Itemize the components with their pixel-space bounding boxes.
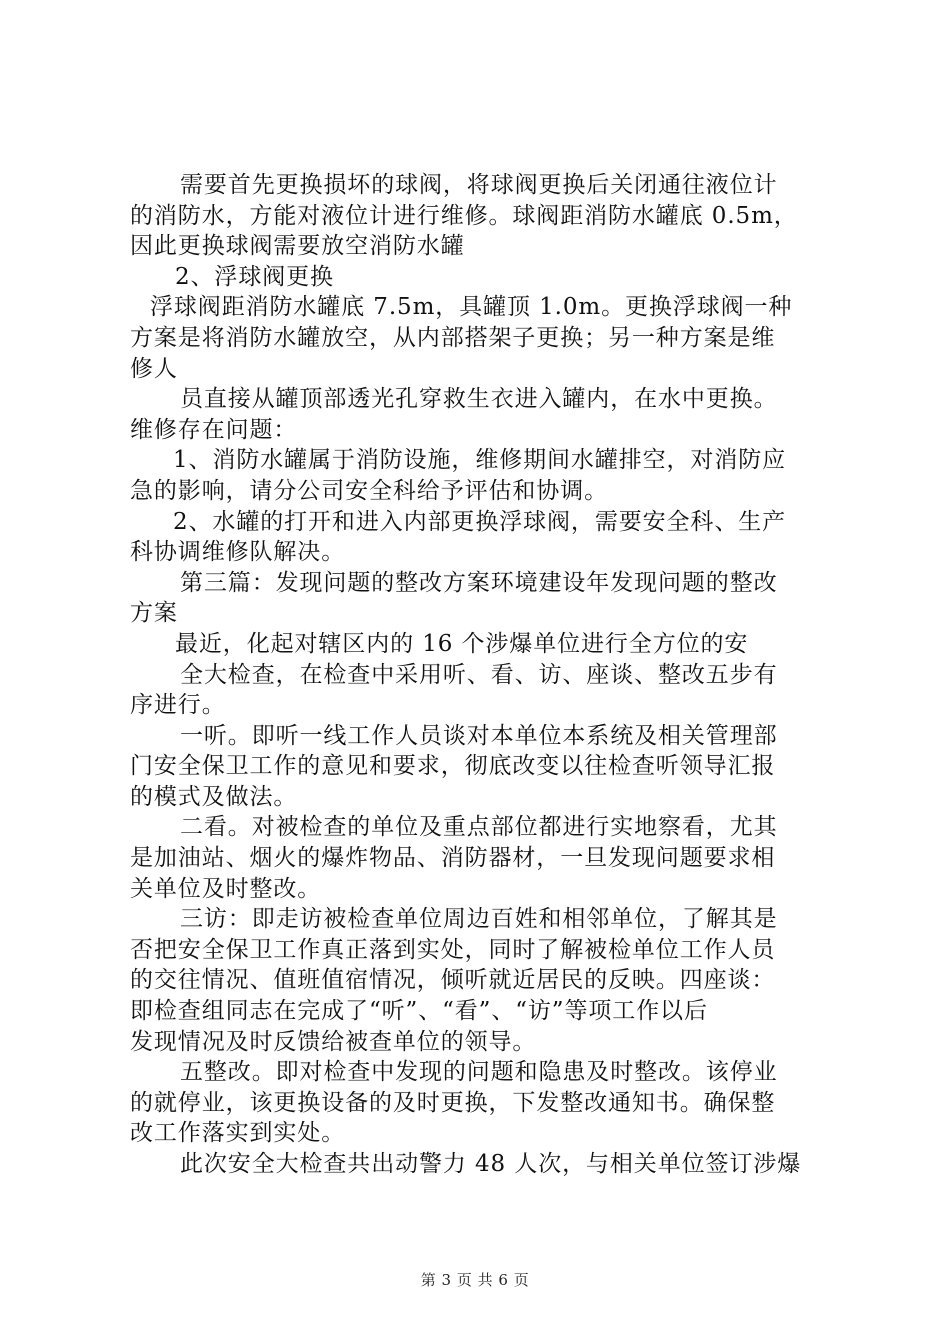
text-line: 第三篇：发现问题的整改方案环境建设年发现问题的整改 xyxy=(180,569,778,596)
text-line: 门安全保卫工作的意见和要求，彻底改变以往检查听领导汇报 xyxy=(130,753,776,780)
text-line: 的模式及做法。 xyxy=(130,783,298,810)
text-line: 的交往情况、值班值宿情况，倾听就近居民的反映。四座谈： xyxy=(130,967,776,994)
text-line: 关单位及时整改。 xyxy=(130,875,322,902)
text-line: 需要首先更换损坏的球阀，将球阀更换后关闭通往液位计 xyxy=(180,172,778,198)
text-line: 一听。即听一线工作人员谈对本单位本系统及相关管理部 xyxy=(180,722,778,749)
text-line: 发现情况及时反馈给被查单位的领导。 xyxy=(130,1028,537,1055)
text-line: 维修存在问题： xyxy=(130,416,298,443)
text-line: 因此更换球阀需要放空消防水罐 xyxy=(130,233,465,260)
text-line: 二看。对被检查的单位及重点部位都进行实地察看，尤其 xyxy=(180,814,778,841)
text-line: 1、消防水罐属于消防设施，维修期间水罐排空，对消防应 xyxy=(173,447,787,474)
text-line: 的消防水，方能对液位计进行维修。球阀距消防水罐底 0.5m， xyxy=(130,202,798,229)
text-line: 序进行。 xyxy=(130,692,226,719)
text-line: 浮球阀距消防水罐底 7.5m，具罐顶 1.0m。更换浮球阀一种 xyxy=(150,294,793,321)
text-line: 员直接从罐顶部透光孔穿救生衣进入罐内，在水中更换。 xyxy=(180,386,778,413)
text-line: 否把安全保卫工作真正落到实处，同时了解被检单位工作人员 xyxy=(130,936,776,963)
text-line: 2、浮球阀更换 xyxy=(175,263,334,290)
text-line: 即检查组同志在完成了“听”、“看”、“访”等项工作以后 xyxy=(130,998,708,1025)
text-line: 急的影响，请分公司安全科给予评估和协调。 xyxy=(130,477,608,504)
text-line: 五整改。即对检查中发现的问题和隐患及时整改。该停业 xyxy=(180,1059,778,1086)
page-footer: 第 3 页 共 6 页 xyxy=(420,1271,530,1289)
text-line: 的就停业，该更换设备的及时更换，下发整改通知书。确保整 xyxy=(130,1089,776,1116)
text-line: 方案 xyxy=(130,600,178,627)
text-line: 改工作落实到实处。 xyxy=(130,1120,346,1147)
text-line: 是加油站、烟火的爆炸物品、消防器材，一旦发现问题要求相 xyxy=(130,845,776,872)
text-line: 修人 xyxy=(130,355,178,382)
text-line: 2、水罐的打开和进入内部更换浮球阀，需要安全科、生产 xyxy=(173,508,787,535)
text-line: 科协调维修队解决。 xyxy=(130,539,346,566)
text-line: 三访：即走访被检查单位周边百姓和相邻单位，了解其是 xyxy=(180,906,778,933)
text-line: 方案是将消防水罐放空，从内部搭架子更换；另一种方案是维 xyxy=(130,324,776,351)
text-line: 此次安全大检查共出动警力 48 人次，与相关单位签订涉爆 xyxy=(180,1151,802,1177)
text-line: 全大检查，在检查中采用听、看、访、座谈、整改五步有 xyxy=(180,661,778,688)
text-line: 最近，化起对辖区内的 16 个涉爆单位进行全方位的安 xyxy=(175,630,749,657)
document-body xyxy=(130,170,830,1180)
